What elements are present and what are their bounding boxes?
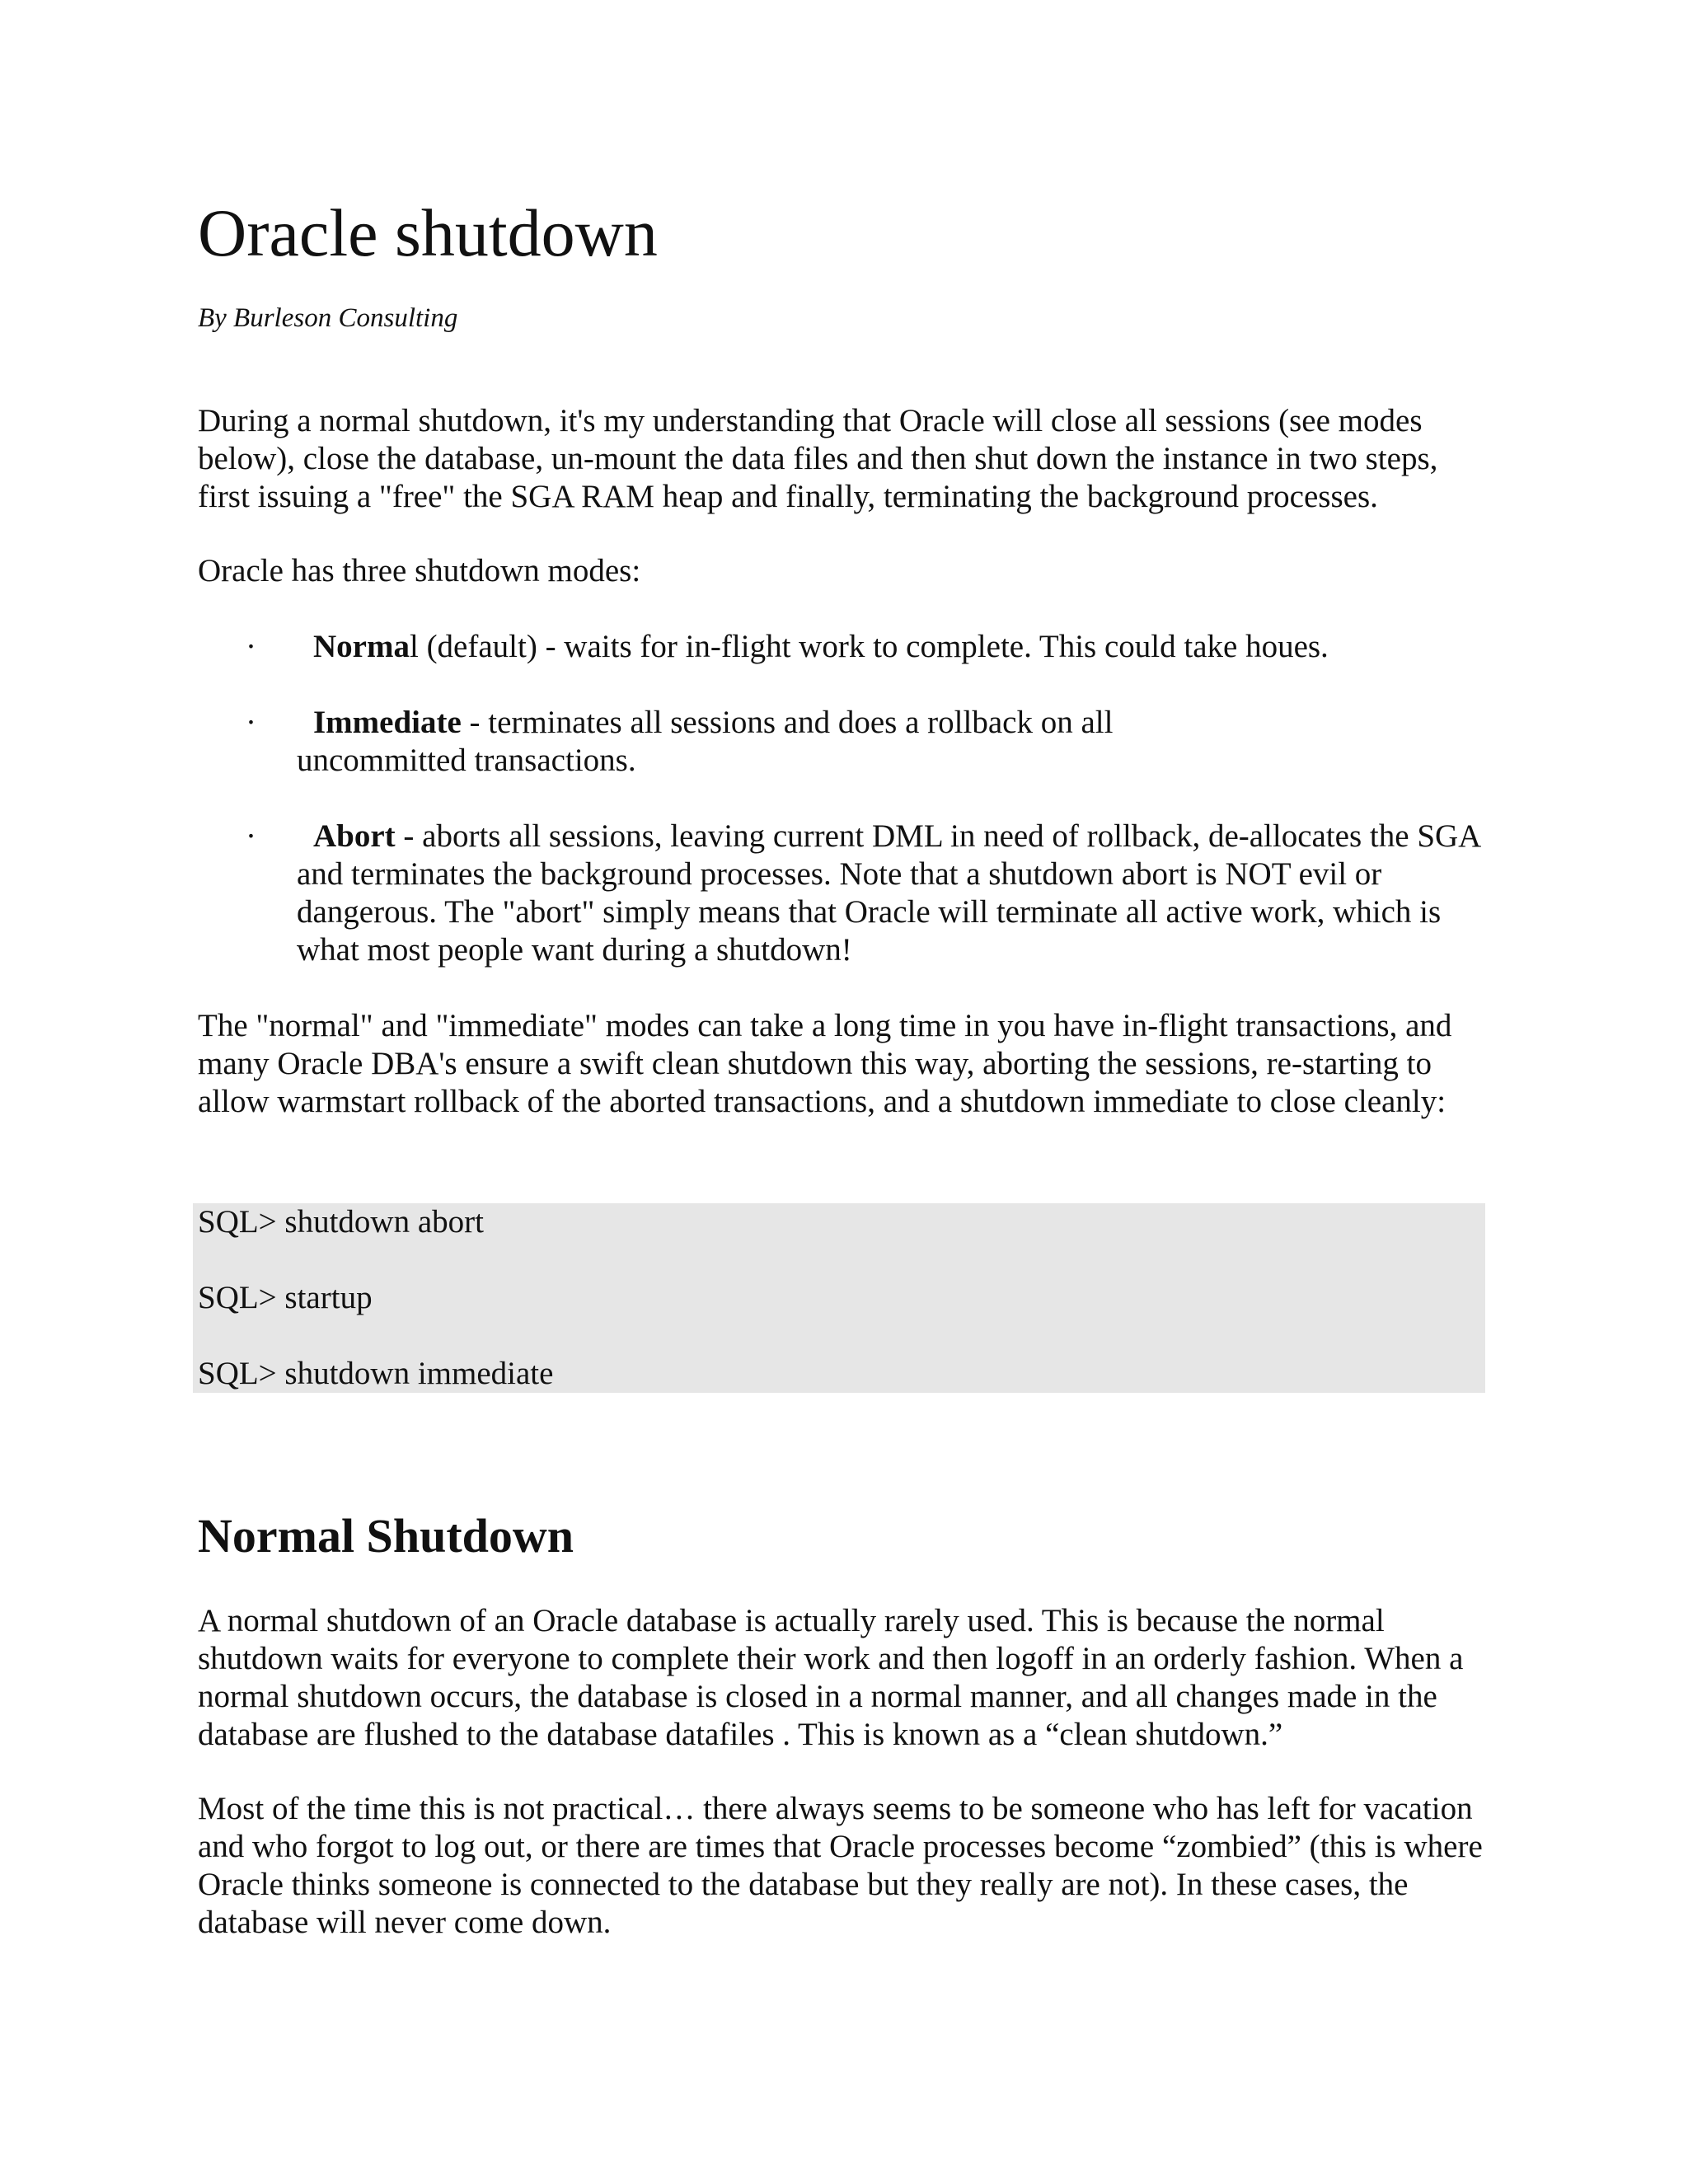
- section-paragraph-1: A normal shutdown of an Oracle database is actually rarely used. This is because the normal shutdown waits for everyone to complete their work and then logoff in an orderly fashion. When a normal shutdown occurs, the database is closed in a normal manner, and all changes made in the database are flushed to the database datafiles . This is known as a “clean shutdown.”: [198, 1603, 1464, 1752]
- mode-term-rest: l: [409, 629, 419, 664]
- list-item-text: [246, 704, 1136, 780]
- modes-note: The "normal" and "immediate" modes can take a long time in you have in-flight transactions, and many Oracle DBA's ensure a swift clean shutdown this way, aborting the sessions, re-starting to allow warmstart rollback of the aborted transactions, and a shutdown immediate to close cleanly:: [198, 1008, 1452, 1119]
- section-heading: Normal Shutdown: [198, 1509, 574, 1563]
- mode-term: Abort: [313, 818, 396, 854]
- bullet-icon: ·: [246, 629, 256, 664]
- code-line: SQL> shutdown immediate: [198, 1356, 554, 1391]
- list-item-abort: [246, 818, 1482, 969]
- bullet-icon: ·: [246, 705, 256, 740]
- mode-description: (default) - waits for in-flight work to complete. This could take houes.: [418, 629, 1329, 664]
- code-line: SQL> startup: [198, 1280, 373, 1315]
- list-item-normal: [246, 628, 1482, 666]
- bullet-icon: ·: [246, 818, 256, 854]
- mode-term: Norma: [313, 629, 410, 664]
- intro-paragraph: During a normal shutdown, it's my understanding that Oracle will close all sessions (see modes below), close the database, un-mount the data files and then shut down the instance in two steps, first issuing a "free" the SGA RAM heap and finally, terminating the background processes.: [198, 403, 1438, 514]
- list-item-text: [246, 818, 1482, 969]
- section-paragraph-2: Most of the time this is not practical… there always seems to be someone who has left for vacation and who forgot to log out, or there are times that Oracle processes become “zombied” (this is where Oracle thinks someone is connected to the database but they really are not). In these cases, the database will never come down.: [198, 1791, 1483, 1940]
- byline: By Burleson Consulting: [198, 303, 458, 333]
- mode-description: - terminates all sessions and does a rollback on all uncommitted transactions.: [297, 705, 1114, 778]
- page-title: Oracle shutdown: [198, 195, 658, 270]
- code-block: [193, 1203, 1485, 1393]
- list-item-immediate: [246, 704, 1136, 780]
- mode-term: Immediate: [313, 705, 462, 740]
- modes-intro: Oracle has three shutdown modes:: [198, 553, 641, 588]
- mode-description: - aborts all sessions, leaving current DML in need of rollback, de-allocates the SGA and terminates the background processes. Note that a shutdown abort is NOT evil or dangerous. The "abort" simply means that Oracle will terminate all active work, which is what most people want during a shutdown!: [297, 818, 1480, 968]
- list-item-text: [246, 628, 1482, 666]
- code-line: SQL> shutdown abort: [198, 1204, 484, 1240]
